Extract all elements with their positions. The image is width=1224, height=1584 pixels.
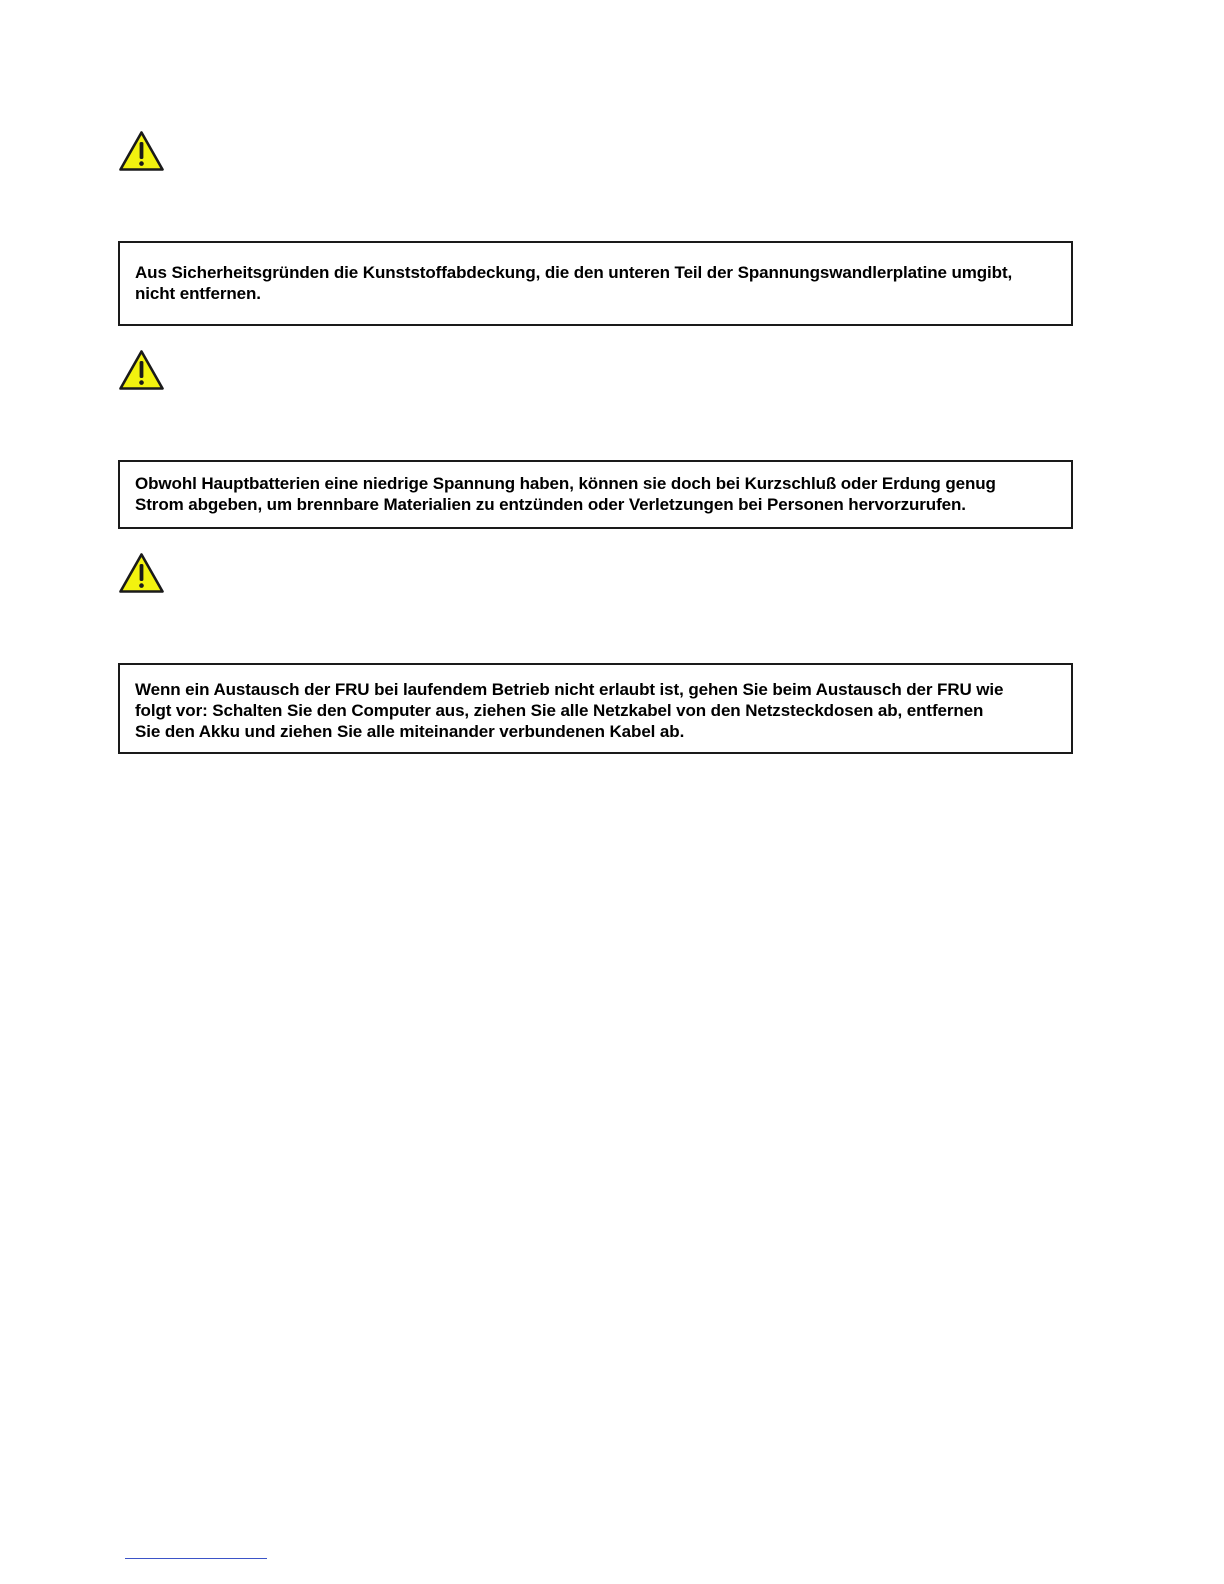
safety-notice-2 xyxy=(118,460,1073,529)
notice-text: Obwohl Hauptbatterien eine niedrige Spannung haben, können sie doch bei Kurzschluß oder Erdung genug Strom abgeben, um brennbare Materialien zu entzünden oder Verletzungen bei Personen hervorzurufen. xyxy=(135,474,996,514)
safety-notice-1 xyxy=(118,241,1073,326)
notice-text: Wenn ein Austausch der FRU bei laufendem Betrieb nicht erlaubt ist, gehen Sie beim Austausch der FRU wie folgt vor: Schalten Sie den Computer aus, ziehen Sie alle Netzkabel von den Netzsteckdosen ab, entfernen Sie den Akku und ziehen Sie alle miteinander verbundenen Kabel ab. xyxy=(135,680,1004,741)
safety-notice-3 xyxy=(118,663,1073,754)
warning-triangle-icon xyxy=(118,349,165,391)
warning-triangle-icon xyxy=(118,130,165,172)
warning-triangle-icon xyxy=(118,552,165,594)
footer-rule xyxy=(125,1558,267,1559)
notice-text: Aus Sicherheitsgründen die Kunststoffabdeckung, die den unteren Teil der Spannungswandlerplatine umgibt, nicht entfernen. xyxy=(135,263,1013,303)
